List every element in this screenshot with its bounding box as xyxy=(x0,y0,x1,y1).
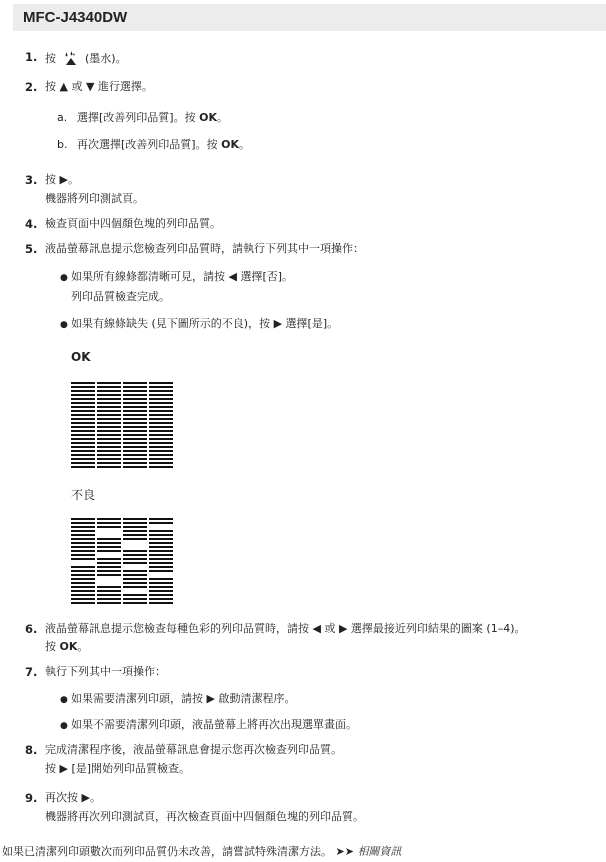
pattern-line xyxy=(97,602,121,604)
pattern-line xyxy=(149,546,173,548)
step-6-sub-end: 。 xyxy=(77,640,89,653)
pattern-line xyxy=(149,518,173,520)
bullet-dot: ● xyxy=(60,721,68,731)
pattern-line xyxy=(123,406,147,408)
pattern-line xyxy=(71,414,95,416)
pattern-line xyxy=(149,390,173,392)
pattern-line xyxy=(123,462,147,464)
pattern-line xyxy=(149,462,173,464)
ok-key-label: OK xyxy=(59,640,78,653)
pattern-line xyxy=(71,394,95,396)
pattern-line xyxy=(123,390,147,392)
double-arrow-icon: ➤➤ xyxy=(335,845,354,858)
bullet-dot: ● xyxy=(60,695,68,705)
pattern-line xyxy=(71,518,95,520)
pattern-line xyxy=(97,590,121,592)
step-8-text: 完成清潔程序後，液晶螢幕訊息會提示您再次檢查列印品質。 xyxy=(45,743,342,756)
step-9-text: 再次按 ▶。 xyxy=(45,791,101,804)
pattern-line xyxy=(123,398,147,400)
step-6-sub-pre: 按 xyxy=(45,640,56,653)
step-7-bullet-1: 如果需要清潔列印頭，請按 ▶ 啟動清潔程序。 xyxy=(71,692,296,705)
pattern-line xyxy=(123,550,147,552)
pattern-line xyxy=(149,570,173,572)
pattern-line xyxy=(71,458,95,460)
step-5-bullet-1-sub: 列印品質檢查完成。 xyxy=(71,290,170,303)
step-4-number: 4. xyxy=(25,217,38,231)
pattern-line xyxy=(149,566,173,568)
bad-pattern-label: 不良 xyxy=(71,488,96,502)
pattern-line xyxy=(149,530,173,532)
pattern-line xyxy=(149,394,173,396)
pattern-line xyxy=(97,390,121,392)
pattern-line xyxy=(123,430,147,432)
pattern-line xyxy=(97,562,121,564)
pattern-line xyxy=(149,534,173,536)
step-3-number: 3. xyxy=(25,173,38,187)
pattern-line xyxy=(97,394,121,396)
pattern-line xyxy=(149,538,173,540)
step-2b-body: 再次選擇[改善列印品質]。按 xyxy=(77,138,218,151)
pattern-line xyxy=(71,410,95,412)
pattern-line xyxy=(149,430,173,432)
pattern-line xyxy=(123,394,147,396)
pattern-line xyxy=(123,426,147,428)
pattern-line xyxy=(71,398,95,400)
pattern-line xyxy=(97,426,121,428)
ok-key-label: OK xyxy=(221,138,239,151)
pattern-line xyxy=(97,386,121,388)
related-info-link[interactable]: 相關資訊 xyxy=(357,845,402,858)
step-3-text: 按 ▶。 xyxy=(45,173,79,186)
pattern-line xyxy=(149,594,173,596)
ok-test-pattern xyxy=(71,382,175,470)
pattern-line xyxy=(71,534,95,536)
footer-text: 如果已清潔列印頭數次而列印品質仍未改善，請嘗試特殊清潔方法。 xyxy=(2,845,332,858)
pattern-line xyxy=(97,574,121,576)
pattern-line xyxy=(71,446,95,448)
pattern-line xyxy=(97,418,121,420)
step-1-post: (墨水)。 xyxy=(85,52,127,65)
pattern-line xyxy=(71,434,95,436)
pattern-line xyxy=(149,418,173,420)
ink-icon xyxy=(63,50,79,66)
step-7-text: 執行下列其中一項操作： xyxy=(45,665,166,678)
pattern-line xyxy=(97,454,121,456)
pattern-line xyxy=(149,454,173,456)
pattern-line xyxy=(149,542,173,544)
pattern-line xyxy=(71,454,95,456)
pattern-line xyxy=(123,438,147,440)
pattern-line xyxy=(123,422,147,424)
pattern-line xyxy=(97,586,121,588)
pattern-line xyxy=(149,406,173,408)
pattern-line xyxy=(71,542,95,544)
pattern-line xyxy=(123,410,147,412)
pattern-line xyxy=(71,438,95,440)
pattern-line xyxy=(97,382,121,384)
page-header xyxy=(13,4,606,31)
pattern-line xyxy=(97,598,121,600)
pattern-line xyxy=(123,386,147,388)
pattern-line xyxy=(71,594,95,596)
pattern-line xyxy=(123,570,147,572)
pattern-line xyxy=(71,574,95,576)
pattern-line xyxy=(123,526,147,528)
pattern-line xyxy=(97,462,121,464)
bullet-dot: ● xyxy=(60,273,68,283)
pattern-line xyxy=(71,418,95,420)
ok-pattern-label: OK xyxy=(71,350,91,364)
step-2a-text xyxy=(77,111,228,125)
pattern-line xyxy=(123,446,147,448)
pattern-line xyxy=(71,402,95,404)
pattern-line xyxy=(149,458,173,460)
step-9-number: 9. xyxy=(25,791,38,805)
pattern-line xyxy=(123,434,147,436)
pattern-line xyxy=(123,450,147,452)
pattern-line xyxy=(123,562,147,564)
step-6-number: 6. xyxy=(25,622,38,636)
pattern-line xyxy=(149,602,173,604)
pattern-line xyxy=(149,398,173,400)
pattern-line xyxy=(71,550,95,552)
step-8-number: 8. xyxy=(25,743,38,757)
step-1-text xyxy=(45,50,127,66)
pattern-line xyxy=(123,458,147,460)
pattern-line xyxy=(71,554,95,556)
pattern-line xyxy=(97,446,121,448)
pattern-line xyxy=(123,454,147,456)
pattern-line xyxy=(97,566,121,568)
step-5-bullet-2: 如果有線條缺失 (見下圖所示的不良)，按 ▶ 選擇[是]。 xyxy=(71,317,339,330)
pattern-line xyxy=(149,402,173,404)
pattern-line xyxy=(123,594,147,596)
pattern-line xyxy=(71,586,95,588)
pattern-line xyxy=(71,442,95,444)
pattern-line xyxy=(149,558,173,560)
pattern-line xyxy=(97,398,121,400)
pattern-line xyxy=(97,570,121,572)
step-3-sub: 機器將列印測試頁。 xyxy=(45,192,144,205)
pattern-line xyxy=(71,382,95,384)
pattern-line xyxy=(71,390,95,392)
pattern-line xyxy=(97,406,121,408)
pattern-line xyxy=(71,526,95,528)
pattern-line xyxy=(71,602,95,604)
page-title: MFC-J4340DW xyxy=(23,9,128,26)
footer-note xyxy=(2,843,401,859)
pattern-line xyxy=(149,382,173,384)
bullet-dot: ● xyxy=(60,320,68,330)
pattern-line xyxy=(71,578,95,580)
pattern-line xyxy=(149,446,173,448)
pattern-line xyxy=(123,602,147,604)
pattern-line xyxy=(123,414,147,416)
pattern-line xyxy=(97,422,121,424)
pattern-line xyxy=(97,410,121,412)
pattern-line xyxy=(123,534,147,536)
pattern-line xyxy=(149,386,173,388)
bad-test-pattern xyxy=(71,518,175,606)
pattern-line xyxy=(97,450,121,452)
pattern-line xyxy=(71,570,95,572)
pattern-line xyxy=(97,542,121,544)
pattern-line xyxy=(71,566,95,568)
pattern-line xyxy=(149,438,173,440)
pattern-line xyxy=(123,382,147,384)
pattern-line xyxy=(97,594,121,596)
pattern-line xyxy=(123,442,147,444)
step-1-number: 1. xyxy=(25,50,38,64)
pattern-line xyxy=(97,430,121,432)
pattern-line xyxy=(123,582,147,584)
step-4-text: 檢查頁面中四個顏色塊的列印品質。 xyxy=(45,217,221,230)
pattern-line xyxy=(71,582,95,584)
pattern-line xyxy=(123,578,147,580)
pattern-line xyxy=(149,598,173,600)
pattern-line xyxy=(149,450,173,452)
pattern-line xyxy=(149,422,173,424)
pattern-line xyxy=(71,558,95,560)
step-2b-end: 。 xyxy=(238,138,250,151)
pattern-line xyxy=(97,414,121,416)
pattern-line xyxy=(123,586,147,588)
pattern-line xyxy=(149,590,173,592)
pattern-line xyxy=(71,430,95,432)
pattern-line xyxy=(123,574,147,576)
pattern-line xyxy=(71,386,95,388)
pattern-line xyxy=(123,558,147,560)
pattern-line xyxy=(149,410,173,412)
pattern-line xyxy=(97,526,121,528)
pattern-line xyxy=(97,466,121,468)
pattern-line xyxy=(123,418,147,420)
pattern-line xyxy=(97,402,121,404)
pattern-line xyxy=(71,450,95,452)
pattern-line xyxy=(71,406,95,408)
pattern-line xyxy=(71,522,95,524)
pattern-line xyxy=(71,462,95,464)
pattern-line xyxy=(97,518,121,520)
step-5-text: 液晶螢幕訊息提示您檢查列印品質時，請執行下列其中一項操作： xyxy=(45,242,364,255)
pattern-line xyxy=(71,546,95,548)
pattern-line xyxy=(149,578,173,580)
pattern-line xyxy=(149,442,173,444)
pattern-line xyxy=(149,414,173,416)
pattern-line xyxy=(123,466,147,468)
pattern-line xyxy=(149,582,173,584)
step-6-text: 液晶螢幕訊息提示您檢查每種色彩的列印品質時，請按 ◀ 或 ▶ 選擇最接近列印結果的圖案 (1–4)。 xyxy=(45,622,526,635)
ok-key-label: OK xyxy=(199,111,217,124)
pattern-line xyxy=(123,598,147,600)
step-2a-end: 。 xyxy=(216,111,228,124)
pattern-line xyxy=(123,522,147,524)
step-1-pre: 按 xyxy=(45,52,56,65)
step-9-sub: 機器將再次列印測試頁，再次檢查頁面中四個顏色塊的列印品質。 xyxy=(45,810,364,823)
step-7-number: 7. xyxy=(25,665,38,679)
step-2-text: 按 ▲ 或 ▼ 進行選擇。 xyxy=(45,80,153,93)
pattern-line xyxy=(71,530,95,532)
pattern-line xyxy=(71,590,95,592)
pattern-line xyxy=(149,426,173,428)
pattern-line xyxy=(71,422,95,424)
pattern-line xyxy=(97,434,121,436)
pattern-line xyxy=(123,402,147,404)
pattern-line xyxy=(149,586,173,588)
pattern-line xyxy=(97,522,121,524)
step-2-number: 2. xyxy=(25,80,38,94)
pattern-line xyxy=(71,426,95,428)
pattern-line xyxy=(97,442,121,444)
pattern-line xyxy=(97,458,121,460)
pattern-line xyxy=(149,562,173,564)
pattern-line xyxy=(123,530,147,532)
pattern-line xyxy=(71,466,95,468)
step-5-bullet-1: 如果所有線條都清晰可見，請按 ◀ 選擇[否]。 xyxy=(71,270,294,283)
pattern-line xyxy=(149,554,173,556)
step-6-sub xyxy=(45,640,88,654)
pattern-line xyxy=(97,438,121,440)
pattern-line xyxy=(97,538,121,540)
pattern-line xyxy=(149,434,173,436)
pattern-line xyxy=(97,550,121,552)
pattern-line xyxy=(149,522,173,524)
pattern-line xyxy=(71,538,95,540)
step-7-bullet-2: 如果不需要清潔列印頭，液晶螢幕上將再次出現選單畫面。 xyxy=(71,718,357,731)
pattern-line xyxy=(71,598,95,600)
pattern-line xyxy=(149,550,173,552)
step-8-sub: 按 ▶ [是]開始列印品質檢查。 xyxy=(45,762,191,775)
pattern-line xyxy=(123,538,147,540)
pattern-line xyxy=(149,466,173,468)
pattern-line xyxy=(97,558,121,560)
pattern-line xyxy=(123,554,147,556)
step-2a-body: 選擇[改善列印品質]。按 xyxy=(77,111,196,124)
step-2a-letter: a. xyxy=(57,111,68,124)
step-5-number: 5. xyxy=(25,242,38,256)
step-2b-text xyxy=(77,138,250,152)
pattern-line xyxy=(97,546,121,548)
pattern-line xyxy=(123,518,147,520)
step-2b-letter: b. xyxy=(57,138,68,151)
